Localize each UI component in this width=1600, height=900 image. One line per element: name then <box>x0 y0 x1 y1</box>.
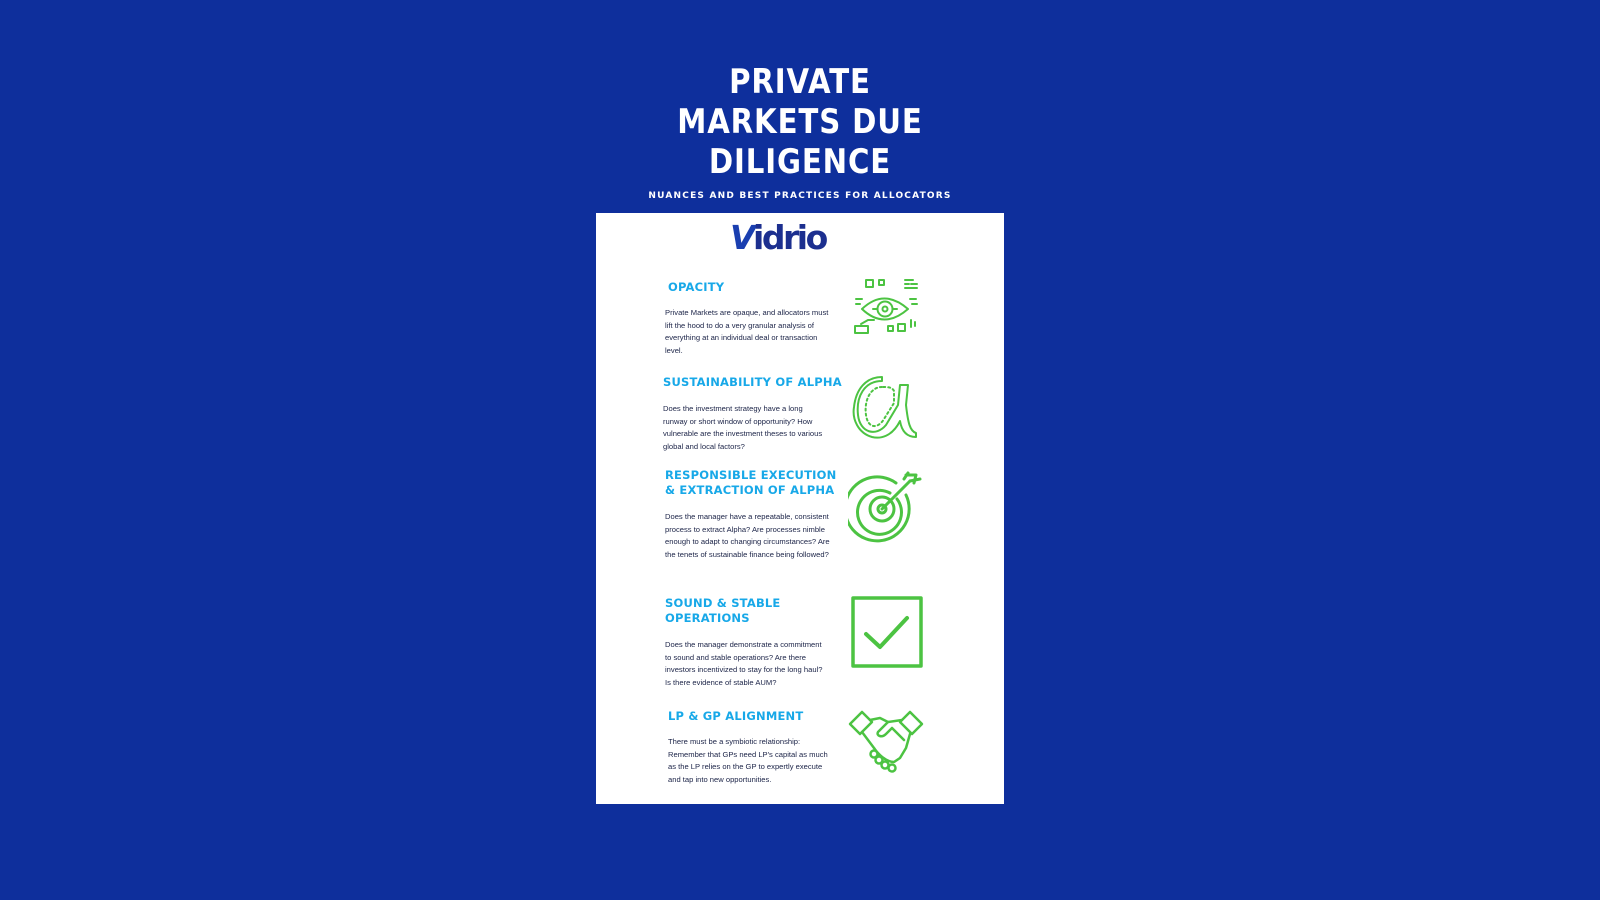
section-body-operations: Does the manager demonstrate a commitment to sound and stable operations? Are there investors incentivized to stay for the long haul? Is there evidence of stable AUM? <box>665 640 823 687</box>
section-body-alignment: There must be a symbiotic relationship: Remember that GPs need LP's capital as much as the LP relies on the GP to expertly execute and tap into new opportunities. <box>668 737 828 784</box>
section-heading-operations-line-2: OPERATIONS <box>665 611 750 625</box>
title-line-2: MARKETS DUE <box>677 102 923 142</box>
section-body-execution: Does the manager have a repeatable, consistent process to extract Alpha? Are processes nimble enough to adapt to changing circumstances? Are the tenets of sustainable finance being followed? <box>665 512 830 559</box>
title-line-1: PRIVATE <box>729 62 871 102</box>
section-heading-opacity: OPACITY <box>668 280 725 294</box>
logo-letter-v: V <box>730 218 754 257</box>
section-heading-alignment: LP & GP ALIGNMENT <box>668 709 804 723</box>
section-body-opacity: Private Markets are opaque, and allocators must lift the hood to do a very granular analysis of everything at an individual deal or transaction level. <box>665 308 829 355</box>
target-icon <box>848 469 924 545</box>
section-heading-execution-line-1: RESPONSIBLE EXECUTION <box>665 468 837 482</box>
title-line-3: DILIGENCE <box>708 142 892 182</box>
section-body-sustainability: Does the investment strategy have a long runway or short window of opportunity? How vulnerable are the investment theses to various global and local factors? <box>663 404 823 451</box>
section-heading-sustainability: SUSTAINABILITY OF ALPHA <box>663 375 842 389</box>
section-heading-operations <box>665 596 781 626</box>
eye-circuit-icon <box>854 278 920 340</box>
alpha-icon <box>852 375 918 439</box>
section-heading-execution-line-2: & EXTRACTION OF ALPHA <box>665 483 835 497</box>
handshake-icon <box>848 708 924 774</box>
infographic-card <box>596 213 1004 804</box>
vidrio-logo <box>730 220 826 256</box>
page-subtitle: NUANCES AND BEST PRACTICES FOR ALLOCATORS <box>648 191 952 201</box>
page-title <box>112 62 1488 182</box>
section-heading-execution <box>665 468 836 498</box>
section-heading-operations-line-1: SOUND & STABLE <box>665 596 781 610</box>
logo-text: idrio <box>753 218 826 257</box>
checkbox-icon <box>851 596 923 668</box>
